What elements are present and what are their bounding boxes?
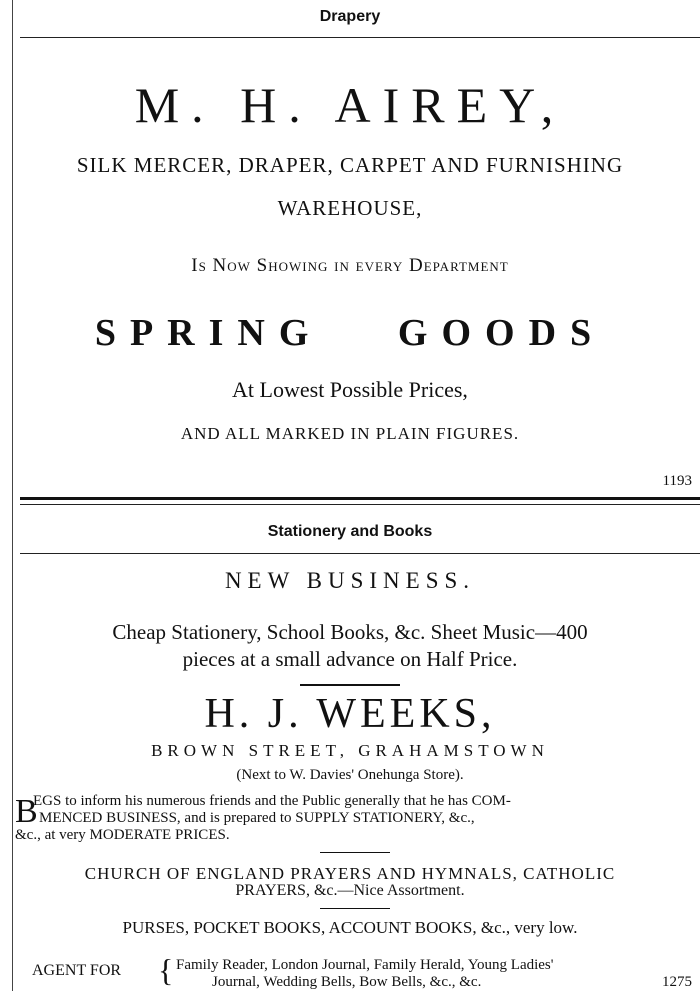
agent-line-2: Journal, Wedding Bells, Bow Bells, &c., &c. <box>212 974 482 990</box>
brace-icon: { <box>158 952 174 988</box>
ad-reference-number: 1193 <box>662 473 692 489</box>
church-line-2: PRAYERS, &c.—Nice Assortment. <box>235 882 465 899</box>
drop-cap: B <box>15 793 38 830</box>
offer-line-1: Cheap Stationery, School Books, &c. Sheet Music—400 <box>112 620 588 644</box>
agent-line-1: Family Reader, London Journal, Family Herald, Young Ladies' <box>176 957 554 973</box>
short-rule <box>320 852 390 853</box>
marked-line: AND ALL MARKED IN PLAIN FIGURES. <box>180 424 520 443</box>
section-title-stationery: Stationery and Books <box>267 523 433 540</box>
ad-separator-thin <box>20 504 700 505</box>
body-paragraph <box>15 793 695 844</box>
trade-line-2: WAREHOUSE, <box>277 196 423 220</box>
body-line-3: &c., at very MODERATE PRICES. <box>15 827 230 843</box>
column-rule <box>12 0 13 991</box>
body-line-2: MENCED BUSINESS, and is prepared to SUPPLY STATIONERY, &c., <box>39 810 475 826</box>
divider <box>20 37 700 38</box>
advertiser-name: M. H. AIREY, <box>134 77 566 133</box>
body-line-1: EGS to inform his numerous friends and the Public generally that he has COM- <box>33 793 511 809</box>
short-rule <box>320 908 390 909</box>
spring-goods-headline: SPRING GOODS <box>94 312 606 354</box>
divider <box>20 553 700 554</box>
section-title-drapery: Drapery <box>319 8 381 25</box>
ad-reference-number: 1275 <box>662 974 692 990</box>
offer-line-2: pieces at a small advance on Half Price. <box>182 647 518 671</box>
agent-block <box>0 952 700 991</box>
location-line: (Next to W. Davies' Onehunga Store). <box>236 767 464 783</box>
address-line: BROWN STREET, GRAHAMSTOWN <box>151 741 549 760</box>
church-line-1: CHURCH OF ENGLAND PRAYERS AND HYMNALS, CATHOLIC <box>84 864 616 883</box>
trade-line: SILK MERCER, DRAPER, CARPET AND FURNISHING <box>76 153 624 177</box>
purses-line: PURSES, POCKET BOOKS, ACCOUNT BOOKS, &c., very low. <box>122 918 578 937</box>
short-rule <box>300 684 400 686</box>
prices-line: At Lowest Possible Prices, <box>232 377 468 402</box>
new-business-headline: NEW BUSINESS. <box>224 568 476 593</box>
showing-line: Is Now Showing in every Department <box>191 255 509 276</box>
advertiser-name: H. J. WEEKS, <box>204 691 496 737</box>
ad-separator-thick <box>20 497 700 500</box>
agent-label: AGENT FOR <box>32 962 122 979</box>
